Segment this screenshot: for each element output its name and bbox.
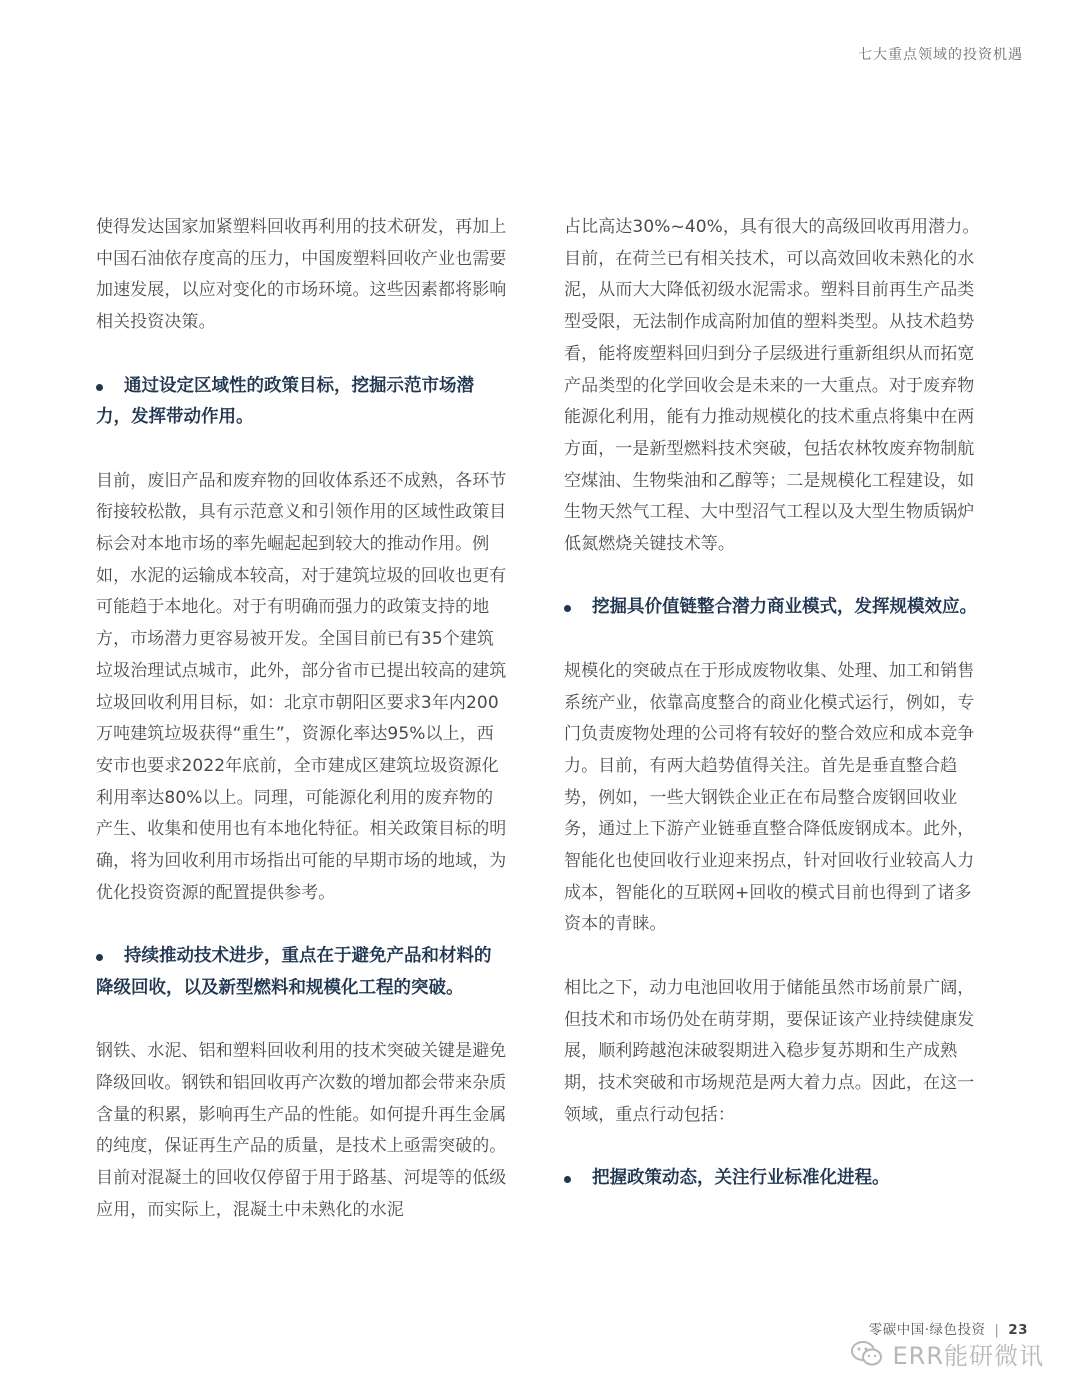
watermark [850,1336,1044,1371]
wechat-icon [850,1340,884,1368]
left-paragraph-3: 钢铁、水泥、铝和塑料回收利用的技术突破关键是避免降级回收。钢铁和铝回收再产次数的增加都会带来杂质含量的积累，影响再生产品的性能。如何提升再生金属的纯度，保证再生产品的质量，是技术上亟需突破的。目前对混凝土的回收仅停留于用于路基、河堤等的低级应用，而实际上，混凝土中未熟化的水泥 [96,1041,507,1220]
bullet-dot-icon [564,1176,571,1183]
left-bullet-1 [96,371,508,434]
left-bullet-2-text: 持续推动技术进步，重点在于避免产品和材料的降级回收，以及新型燃料和规模化工程的突破。 [96,946,492,998]
right-column [564,212,982,1195]
right-bullet-1-text: 挖掘具价值链整合潜力商业模式，发挥规模效应。 [592,597,977,618]
right-paragraph-1: 占比高达30%~40%，具有很大的高级回收再用潜力。目前，在荷兰已有相关技术，可以高效回收未熟化的水泥，从而大大降低初级水泥需求。塑料目前再生产品类型受限，无法制作成高附加值的塑料类型。从技术趋势看，能将废塑料回归到分子层级进行重新组织从而拓宽产品类型的化学回收会是未来的一大重点。对于废弃物能源化利用，能有力推动规模化的技术重点将集中在两方面，一是新型燃料技术突破，包括农林牧废弃物制航空煤油、生物柴油和乙醇等；二是规模化工程建设，如生物天然气工程、大中型沼气工程以及大型生物质锅炉低氮燃烧关键技术等。 [564,217,980,555]
section-title: 七大重点领域的投资机遇 [858,47,1023,63]
footer-separator: | [994,1322,1000,1338]
right-bullet-1 [564,592,982,624]
right-paragraph-3: 相比之下，动力电池回收用于储能虽然市场前景广阔，但技术和市场仍处在萌芽期，要保证该产业持续健康发展，顺利跨越泡沫破裂期进入稳步复苏期和生产成熟期，技术突破和市场规范是两大着力点。因此，在这一领域，重点行动包括： [564,977,975,1125]
publication-name: 零碳中国·绿色投资 [868,1322,986,1338]
left-column [96,212,508,1226]
left-paragraph-1: 使得发达国家加紧塑料回收再利用的技术研发，再加上中国石油依存度高的压力，中国废塑料回收产业也需要加速发展，以应对变化的市场环境。这些因素都将影响相关投资决策。 [96,217,507,333]
left-paragraph-2: 目前，废旧产品和废弃物的回收体系还不成熟，各环节衔接较松散，具有示范意义和引领作用的区域性政策目标会对本地市场的率先崛起起到较大的推动作用。例如，水泥的运输成本较高，对于建筑垃圾的回收也更有可能趋于本地化。对于有明确而强力的政策支持的地方，市场潜力更容易被开发。全国目前已有35个建筑垃圾治理试点城市，此外，部分省市已提出较高的建筑垃圾回收利用目标，如：北京市朝阳区要求3年内200万吨建筑垃圾获得“重生”，资源化率达95%以上，西安市也要求2022年底前，全市建成区建筑垃圾资源化利用率达80%以上。同理，可能源化利用的废弃物的产生、收集和使用也有本地化特征。相关政策目标的明确，将为回收利用市场指出可能的早期市场的地域，为优化投资资源的配置提供参考。 [96,470,507,903]
left-bullet-2 [96,941,508,1004]
bullet-dot-icon [96,384,103,391]
left-bullet-1-text: 通过设定区域性的政策目标，挖掘示范市场潜力，发挥带动作用。 [96,375,474,428]
right-paragraph-2: 规模化的突破点在于形成废物收集、处理、加工和销售系统产业，依靠高度整合的商业化模式运行，例如，专门负责废物处理的公司将有较好的整合效应和成本竞争力。目前，有两大趋势值得关注。首先是垂直整合趋势，例如，一些大钢铁企业正在布局整合废钢回收业务，通过上下游产业链垂直整合降低废钢成本。此外，智能化也使回收行业迎来拐点，针对回收行业较高人力成本，智能化的互联网+回收的模式目前也得到了诸多资本的青睐。 [564,660,975,935]
page-number: 23 [1008,1322,1028,1338]
right-bullet-2 [564,1163,982,1195]
page-footer [869,1318,1028,1338]
watermark-text: ERR能研微讯 [892,1342,1044,1370]
right-bullet-2-text: 把握政策动态，关注行业标准化进程。 [592,1168,890,1189]
